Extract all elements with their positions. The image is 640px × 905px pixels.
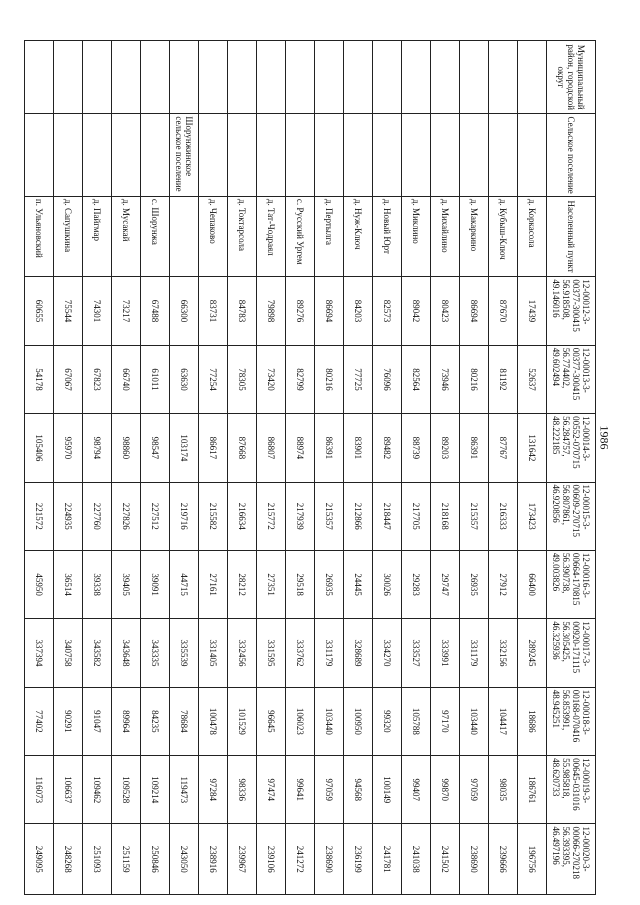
value-cell: 98794 xyxy=(83,414,112,482)
value-cell: 17439 xyxy=(518,277,547,345)
value-cell: 340758 xyxy=(54,619,83,687)
value-cell: 106637 xyxy=(54,756,83,824)
value-cell: 241038 xyxy=(402,824,431,895)
value-cell: 61011 xyxy=(141,345,170,413)
value-cell: 87767 xyxy=(489,414,518,482)
value-cell: 196756 xyxy=(518,824,547,895)
value-cell: 30026 xyxy=(373,550,402,618)
value-cell: 97170 xyxy=(431,687,460,755)
point-cell: д. Пайгмар xyxy=(83,196,112,276)
header-cell: 12-00018-3-00168-070416 56.853991, 48.945251 xyxy=(547,687,596,755)
value-cell: 86617 xyxy=(199,414,228,482)
value-cell: 109528 xyxy=(112,756,141,824)
value-cell: 238690 xyxy=(315,824,344,895)
value-cell: 76096 xyxy=(373,345,402,413)
district-cell xyxy=(286,41,315,114)
value-cell: 36514 xyxy=(54,550,83,618)
district-cell xyxy=(25,41,54,114)
value-cell: 89964 xyxy=(112,687,141,755)
value-cell: 83901 xyxy=(344,414,373,482)
value-cell: 331405 xyxy=(199,619,228,687)
district-cell xyxy=(228,41,257,114)
value-cell: 29518 xyxy=(286,550,315,618)
value-cell: 18686 xyxy=(518,687,547,755)
table-row xyxy=(402,41,431,895)
table-row xyxy=(431,41,460,895)
point-cell: д. Нуж-Ключ xyxy=(344,196,373,276)
settlement-cell xyxy=(286,114,315,196)
value-cell: 106023 xyxy=(286,687,315,755)
value-cell: 84203 xyxy=(344,277,373,345)
value-cell: 215357 xyxy=(315,482,344,550)
header-cell: 12-00013-3-00377-300415 56.774402, 49.602494 xyxy=(547,345,596,413)
value-cell: 216634 xyxy=(228,482,257,550)
value-cell: 241272 xyxy=(286,824,315,895)
value-cell: 103440 xyxy=(460,687,489,755)
value-cell: 332156 xyxy=(489,619,518,687)
value-cell: 28212 xyxy=(228,550,257,618)
settlement-cell xyxy=(402,114,431,196)
value-cell: 215772 xyxy=(257,482,286,550)
rotated-table-container xyxy=(34,40,596,895)
value-cell: 82799 xyxy=(286,345,315,413)
value-cell: 97059 xyxy=(315,756,344,824)
value-cell: 73420 xyxy=(257,345,286,413)
table-row xyxy=(257,41,286,895)
value-cell: 227760 xyxy=(83,482,112,550)
value-cell: 97059 xyxy=(460,756,489,824)
header-cell: 12-00014-3-00552-070715 56.284757, 48.222185 xyxy=(547,414,596,482)
district-cell xyxy=(112,41,141,114)
table-row xyxy=(315,41,344,895)
page-number: 1986 xyxy=(597,425,612,450)
table-row xyxy=(170,41,199,895)
value-cell: 84235 xyxy=(141,687,170,755)
point-cell: д. Кубыш-Ключ xyxy=(489,196,518,276)
value-cell: 119473 xyxy=(170,756,199,824)
value-cell: 90291 xyxy=(54,687,83,755)
value-cell: 81192 xyxy=(489,345,518,413)
value-cell: 54178 xyxy=(25,345,54,413)
value-cell: 251159 xyxy=(112,824,141,895)
value-cell: 77725 xyxy=(344,345,373,413)
value-cell: 332456 xyxy=(228,619,257,687)
point-cell: д. Чепаково xyxy=(199,196,228,276)
value-cell: 80216 xyxy=(315,345,344,413)
value-cell: 99641 xyxy=(286,756,315,824)
header-cell: 12-00015-3-00609-270715 56.807861, 46.920856 xyxy=(547,482,596,550)
header-cell: 12-00020-3-00066-270218 56.393395, 46.497196 xyxy=(547,824,596,895)
value-cell: 224935 xyxy=(54,482,83,550)
value-cell: 87668 xyxy=(228,414,257,482)
value-cell: 97474 xyxy=(257,756,286,824)
value-cell: 100149 xyxy=(373,756,402,824)
value-cell: 67067 xyxy=(54,345,83,413)
value-cell: 99407 xyxy=(402,756,431,824)
value-cell: 109214 xyxy=(141,756,170,824)
value-cell: 89482 xyxy=(373,414,402,482)
value-cell: 52637 xyxy=(518,345,547,413)
value-cell: 227826 xyxy=(112,482,141,550)
value-cell: 331595 xyxy=(257,619,286,687)
value-cell: 82564 xyxy=(402,345,431,413)
point-cell: с. Шорунжа xyxy=(141,196,170,276)
point-cell: д. Токтарсола xyxy=(228,196,257,276)
table-row xyxy=(460,41,489,895)
value-cell: 218168 xyxy=(431,482,460,550)
value-cell: 27351 xyxy=(257,550,286,618)
value-cell: 116073 xyxy=(25,756,54,824)
value-cell: 27912 xyxy=(489,550,518,618)
value-cell: 66300 xyxy=(170,277,199,345)
value-cell: 249095 xyxy=(25,824,54,895)
value-cell: 39405 xyxy=(112,550,141,618)
value-cell: 100478 xyxy=(199,687,228,755)
settlement-cell xyxy=(344,114,373,196)
value-cell: 343582 xyxy=(83,619,112,687)
value-cell: 73946 xyxy=(431,345,460,413)
value-cell: 97284 xyxy=(199,756,228,824)
value-cell: 63630 xyxy=(170,345,199,413)
value-cell: 99870 xyxy=(431,756,460,824)
district-cell xyxy=(489,41,518,114)
header-cell: 12-00012-3-00377-300415 56.918508, 49.146016 xyxy=(547,277,596,345)
district-cell xyxy=(170,41,199,114)
table-row xyxy=(141,41,170,895)
table-row xyxy=(228,41,257,895)
value-cell: 103440 xyxy=(315,687,344,755)
district-cell xyxy=(54,41,83,114)
value-cell: 328689 xyxy=(344,619,373,687)
value-cell: 67823 xyxy=(83,345,112,413)
value-cell: 335539 xyxy=(170,619,199,687)
value-cell: 238916 xyxy=(199,824,228,895)
value-cell: 239967 xyxy=(228,824,257,895)
value-cell: 74301 xyxy=(83,277,112,345)
value-cell: 218447 xyxy=(373,482,402,550)
value-cell: 96645 xyxy=(257,687,286,755)
value-cell: 88739 xyxy=(402,414,431,482)
point-cell: д. Сапушкина xyxy=(54,196,83,276)
value-cell: 248268 xyxy=(54,824,83,895)
value-cell: 73217 xyxy=(112,277,141,345)
settlement-cell xyxy=(141,114,170,196)
point-cell: д. Пертылга xyxy=(315,196,344,276)
point-cell: с. Русский Ургем xyxy=(286,196,315,276)
settlement-cell xyxy=(489,114,518,196)
point-cell: д. Мусакай xyxy=(112,196,141,276)
value-cell: 86694 xyxy=(315,277,344,345)
value-cell: 334270 xyxy=(373,619,402,687)
settlement-cell xyxy=(112,114,141,196)
value-cell: 333991 xyxy=(431,619,460,687)
value-cell: 26935 xyxy=(460,550,489,618)
value-cell: 89276 xyxy=(286,277,315,345)
value-cell: 98336 xyxy=(228,756,257,824)
settlement-cell xyxy=(54,114,83,196)
table-row xyxy=(25,41,54,895)
value-cell: 91047 xyxy=(83,687,112,755)
point-cell: д. Михайлино xyxy=(431,196,460,276)
value-cell: 333527 xyxy=(402,619,431,687)
value-cell: 86807 xyxy=(257,414,286,482)
value-cell: 39091 xyxy=(141,550,170,618)
value-cell: 79898 xyxy=(257,277,286,345)
value-cell: 27161 xyxy=(199,550,228,618)
value-cell: 98547 xyxy=(141,414,170,482)
value-cell: 78684 xyxy=(170,687,199,755)
value-cell: 88974 xyxy=(286,414,315,482)
value-cell: 98035 xyxy=(489,756,518,824)
value-cell: 219716 xyxy=(170,482,199,550)
value-cell: 227512 xyxy=(141,482,170,550)
value-cell: 173423 xyxy=(518,482,547,550)
value-cell: 243050 xyxy=(170,824,199,895)
point-cell xyxy=(170,196,199,276)
value-cell: 250846 xyxy=(141,824,170,895)
value-cell: 99320 xyxy=(373,687,402,755)
value-cell: 101529 xyxy=(228,687,257,755)
point-cell: д. Тат-Чодраял xyxy=(257,196,286,276)
district-cell xyxy=(460,41,489,114)
settlement-cell xyxy=(373,114,402,196)
value-cell: 343648 xyxy=(112,619,141,687)
value-cell: 67488 xyxy=(141,277,170,345)
value-cell: 343335 xyxy=(141,619,170,687)
header-cell: Сельское поселение xyxy=(547,114,596,196)
table-row xyxy=(83,41,112,895)
value-cell: 86391 xyxy=(460,414,489,482)
value-cell: 104417 xyxy=(489,687,518,755)
value-cell: 100950 xyxy=(344,687,373,755)
settlement-cell xyxy=(518,114,547,196)
value-cell: 215582 xyxy=(199,482,228,550)
point-cell: д. Макаркино xyxy=(460,196,489,276)
value-cell: 82573 xyxy=(373,277,402,345)
value-cell: 98860 xyxy=(112,414,141,482)
value-cell: 75544 xyxy=(54,277,83,345)
value-cell: 84783 xyxy=(228,277,257,345)
table-row xyxy=(112,41,141,895)
value-cell: 337394 xyxy=(25,619,54,687)
value-cell: 215357 xyxy=(460,482,489,550)
value-cell: 66400 xyxy=(518,550,547,618)
value-cell: 217705 xyxy=(402,482,431,550)
value-cell: 216333 xyxy=(489,482,518,550)
settlement-cell xyxy=(25,114,54,196)
table-body xyxy=(25,41,547,895)
header-cell: Населенный пункт xyxy=(547,196,596,276)
table-row xyxy=(344,41,373,895)
value-cell: 87670 xyxy=(489,277,518,345)
district-cell xyxy=(315,41,344,114)
value-cell: 333762 xyxy=(286,619,315,687)
point-cell: п. Ульяновский xyxy=(25,196,54,276)
value-cell: 109462 xyxy=(83,756,112,824)
value-cell: 241781 xyxy=(373,824,402,895)
district-cell xyxy=(257,41,286,114)
value-cell: 217939 xyxy=(286,482,315,550)
value-cell: 251093 xyxy=(83,824,112,895)
value-cell: 103174 xyxy=(170,414,199,482)
value-cell: 86694 xyxy=(460,277,489,345)
point-cell: д. Коркасола xyxy=(518,196,547,276)
settlement-cell: Шорунжинское сельское поселение xyxy=(170,114,199,196)
value-cell: 331179 xyxy=(315,619,344,687)
value-cell: 44715 xyxy=(170,550,199,618)
district-cell xyxy=(199,41,228,114)
settlement-cell xyxy=(83,114,112,196)
district-cell xyxy=(344,41,373,114)
value-cell: 77402 xyxy=(25,687,54,755)
value-cell: 45950 xyxy=(25,550,54,618)
table-row xyxy=(286,41,315,895)
distance-table xyxy=(24,40,596,895)
district-cell xyxy=(83,41,112,114)
district-cell xyxy=(402,41,431,114)
value-cell: 239106 xyxy=(257,824,286,895)
value-cell: 24445 xyxy=(344,550,373,618)
value-cell: 66740 xyxy=(112,345,141,413)
settlement-cell xyxy=(228,114,257,196)
value-cell: 186761 xyxy=(518,756,547,824)
district-cell xyxy=(141,41,170,114)
table-row xyxy=(373,41,402,895)
header-cell: Муниципальный район, городской округ xyxy=(547,41,596,114)
value-cell: 238690 xyxy=(460,824,489,895)
value-cell: 80423 xyxy=(431,277,460,345)
value-cell: 105788 xyxy=(402,687,431,755)
value-cell: 239666 xyxy=(489,824,518,895)
value-cell: 212866 xyxy=(344,482,373,550)
district-cell xyxy=(431,41,460,114)
value-cell: 94568 xyxy=(344,756,373,824)
header-cell: 12-00019-3-00645-031016 55.985818, 48.620733 xyxy=(547,756,596,824)
header-cell: 12-00017-3-00920-171115 56.305425, 46.325936 xyxy=(547,619,596,687)
settlement-cell xyxy=(257,114,286,196)
value-cell: 77254 xyxy=(199,345,228,413)
district-cell xyxy=(518,41,547,114)
point-cell: д. Новый Юрт xyxy=(373,196,402,276)
settlement-cell xyxy=(431,114,460,196)
point-cell: д. Миклино xyxy=(402,196,431,276)
value-cell: 89203 xyxy=(431,414,460,482)
table-row xyxy=(489,41,518,895)
value-cell: 289245 xyxy=(518,619,547,687)
district-cell xyxy=(373,41,402,114)
value-cell: 39338 xyxy=(83,550,112,618)
header-cell: 12-00016-3-00664-170815 56.390738, 49.003826 xyxy=(547,550,596,618)
value-cell: 105406 xyxy=(25,414,54,482)
value-cell: 78305 xyxy=(228,345,257,413)
settlement-cell xyxy=(460,114,489,196)
table-row xyxy=(54,41,83,895)
value-cell: 29747 xyxy=(431,550,460,618)
value-cell: 26935 xyxy=(315,550,344,618)
value-cell: 95970 xyxy=(54,414,83,482)
value-cell: 80216 xyxy=(460,345,489,413)
settlement-cell xyxy=(199,114,228,196)
header-row xyxy=(547,41,596,895)
value-cell: 29283 xyxy=(402,550,431,618)
value-cell: 241502 xyxy=(431,824,460,895)
table-row xyxy=(518,41,547,895)
value-cell: 86391 xyxy=(315,414,344,482)
value-cell: 131642 xyxy=(518,414,547,482)
value-cell: 89042 xyxy=(402,277,431,345)
value-cell: 83731 xyxy=(199,277,228,345)
table-row xyxy=(199,41,228,895)
value-cell: 331179 xyxy=(460,619,489,687)
value-cell: 221572 xyxy=(25,482,54,550)
value-cell: 60655 xyxy=(25,277,54,345)
value-cell: 236199 xyxy=(344,824,373,895)
settlement-cell xyxy=(315,114,344,196)
